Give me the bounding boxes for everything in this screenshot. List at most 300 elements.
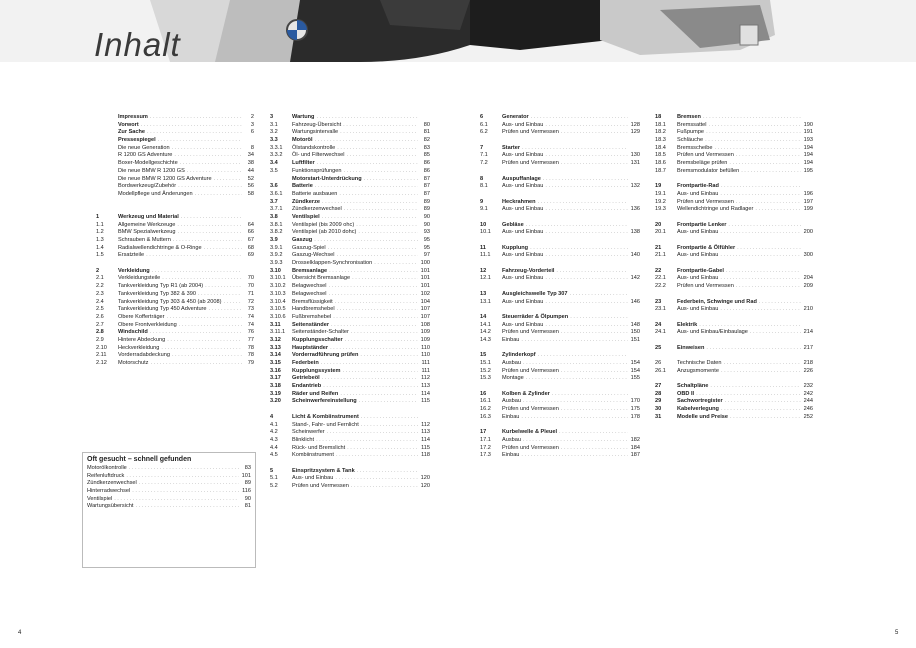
toc-entry[interactable] bbox=[480, 437, 640, 445]
toc-entry[interactable] bbox=[96, 191, 254, 199]
toc-dot-leader bbox=[323, 383, 418, 391]
toc-dot-leader bbox=[570, 314, 628, 322]
toc-entry[interactable] bbox=[270, 160, 430, 168]
toc-entry[interactable] bbox=[655, 306, 813, 314]
toc-entry-page: 89 bbox=[423, 198, 430, 205]
toc-entry[interactable] bbox=[480, 445, 640, 453]
toc-entry-title: Hintere Abdeckung bbox=[118, 336, 166, 343]
toc-entry[interactable] bbox=[270, 183, 430, 191]
toc-dot-leader bbox=[364, 176, 418, 184]
toc-entry[interactable] bbox=[655, 191, 813, 199]
toc-dot-leader bbox=[340, 391, 418, 399]
toc-entry[interactable] bbox=[480, 337, 640, 345]
toc-entry-title: Licht & Kombiinstrument bbox=[292, 413, 359, 420]
toc-entry-title: Ausbau bbox=[502, 398, 521, 405]
toc-entry-number: 2.5 bbox=[96, 306, 104, 313]
toc-entry[interactable] bbox=[96, 168, 254, 176]
toc-entry[interactable] bbox=[655, 152, 813, 160]
toc-entry-title: Belagwechsel bbox=[292, 283, 327, 290]
toc-entry-number bbox=[270, 176, 292, 184]
toc-entry[interactable] bbox=[480, 275, 640, 283]
toc-entry[interactable] bbox=[655, 345, 813, 353]
toc-dot-leader bbox=[725, 398, 801, 406]
toc-entry-title: Vorderradabdeckung bbox=[118, 352, 170, 359]
toc-entry[interactable] bbox=[480, 152, 640, 160]
toc-dot-leader bbox=[114, 496, 239, 504]
toc-entry[interactable] bbox=[655, 252, 813, 260]
toc-dot-leader bbox=[545, 252, 628, 260]
toc-entry[interactable] bbox=[480, 352, 640, 360]
toc-entry-page: 151 bbox=[630, 336, 640, 343]
toc-dot-leader bbox=[720, 275, 801, 283]
toc-entry[interactable] bbox=[96, 322, 254, 330]
toc-entry-page: 101 bbox=[420, 267, 430, 274]
toc-entry[interactable] bbox=[480, 391, 640, 399]
toc-entry[interactable] bbox=[480, 222, 640, 230]
toc-dot-leader bbox=[741, 168, 801, 176]
toc-entry-title: Batterie ausbauen bbox=[292, 190, 338, 197]
toc-entry-number: 3.10.4 bbox=[270, 298, 286, 305]
toc-entry-number: 14.2 bbox=[480, 329, 491, 336]
toc-entry-number bbox=[96, 122, 118, 130]
toc-entry-number: 3.13 bbox=[270, 344, 281, 351]
toc-entry[interactable] bbox=[480, 114, 640, 122]
toc-entry[interactable] bbox=[96, 352, 254, 360]
toc-entry[interactable] bbox=[96, 291, 254, 299]
toc-entry[interactable] bbox=[655, 360, 813, 368]
toc-entry[interactable] bbox=[655, 183, 813, 191]
toc-entry[interactable] bbox=[655, 168, 813, 176]
toc-entry[interactable] bbox=[87, 488, 251, 496]
toc-entry-number: 1.2 bbox=[96, 229, 104, 236]
toc-entry-page: 244 bbox=[803, 398, 813, 405]
toc-dot-leader bbox=[736, 152, 801, 160]
toc-entry[interactable] bbox=[655, 383, 813, 391]
toc-entry[interactable] bbox=[655, 137, 813, 145]
toc-dot-leader bbox=[205, 283, 242, 291]
toc-entry-number: 18.1 bbox=[655, 121, 666, 128]
toc-entry[interactable] bbox=[655, 275, 813, 283]
toc-entry[interactable] bbox=[480, 122, 640, 130]
toc-entry[interactable] bbox=[96, 183, 254, 191]
toc-entry[interactable] bbox=[480, 322, 640, 330]
toc-entry[interactable] bbox=[270, 360, 430, 368]
toc-dot-leader bbox=[351, 483, 418, 491]
toc-dot-leader bbox=[314, 237, 418, 245]
toc-entry[interactable] bbox=[655, 206, 813, 214]
toc-entry[interactable] bbox=[270, 206, 430, 214]
toc-entry[interactable] bbox=[96, 222, 254, 230]
toc-entry[interactable] bbox=[270, 475, 430, 483]
toc-entry[interactable] bbox=[480, 176, 640, 184]
toc-dot-leader bbox=[337, 145, 418, 153]
toc-entry-number: 24 bbox=[655, 321, 662, 328]
toc-dot-leader bbox=[705, 137, 801, 145]
toc-entry-title: Fahrzeug-Übersicht bbox=[292, 121, 342, 128]
toc-dot-leader bbox=[167, 337, 242, 345]
toc-dot-leader bbox=[750, 329, 801, 337]
toc-entry-page: 214 bbox=[803, 329, 813, 336]
toc-entry[interactable] bbox=[270, 229, 430, 237]
toc-entry-title: Prüfen und Vermessen bbox=[677, 198, 734, 205]
toc-entry[interactable] bbox=[655, 222, 813, 230]
toc-entry-title: Seitenständer bbox=[292, 321, 329, 328]
toc-entry[interactable] bbox=[96, 114, 254, 122]
toc-entry-page: 67 bbox=[247, 237, 254, 243]
toc-entry[interactable] bbox=[655, 283, 813, 291]
toc-entry-page: 109 bbox=[420, 329, 430, 336]
toc-entry[interactable] bbox=[480, 206, 640, 214]
toc-entry[interactable] bbox=[270, 176, 430, 184]
toc-entry[interactable] bbox=[480, 314, 640, 322]
toc-entry-number: 1.4 bbox=[96, 244, 104, 251]
toc-entry[interactable] bbox=[480, 429, 640, 437]
toc-entry[interactable] bbox=[480, 145, 640, 153]
toc-entry-number: 21.1 bbox=[655, 252, 666, 259]
toc-entry-page: 210 bbox=[803, 306, 813, 313]
toc-entry[interactable] bbox=[270, 322, 430, 330]
toc-entry-title: Einspritzsystem & Tank bbox=[292, 467, 355, 474]
toc-entry[interactable] bbox=[270, 329, 430, 337]
toc-entry[interactable] bbox=[96, 329, 254, 337]
toc-entry-title: Fußbremshebel bbox=[292, 313, 332, 320]
page-title: Inhalt bbox=[94, 26, 181, 62]
toc-dot-leader bbox=[161, 345, 242, 353]
toc-entry-number: 5 bbox=[270, 467, 274, 474]
toc-entry[interactable] bbox=[655, 368, 813, 376]
toc-entry[interactable] bbox=[96, 360, 254, 368]
toc-entry-number: 1.1 bbox=[96, 221, 104, 228]
toc-dot-leader bbox=[556, 268, 628, 276]
toc-entry[interactable] bbox=[270, 214, 430, 222]
toc-entry[interactable] bbox=[270, 314, 430, 322]
toc-entry-title: Einbau bbox=[502, 452, 520, 459]
toc-entry[interactable] bbox=[480, 375, 640, 383]
toc-entry-title: Ersatzteile bbox=[118, 252, 145, 259]
toc-entry-page: 178 bbox=[630, 413, 640, 420]
toc-entry[interactable] bbox=[96, 237, 254, 245]
toc-entry[interactable] bbox=[270, 252, 430, 260]
toc-entry[interactable] bbox=[96, 160, 254, 168]
toc-dot-leader bbox=[223, 299, 242, 307]
toc-entry[interactable] bbox=[655, 122, 813, 130]
toc-entry[interactable] bbox=[480, 299, 640, 307]
toc-entry-title: Gaszug-Wechsel bbox=[292, 252, 335, 259]
toc-entry[interactable] bbox=[270, 345, 430, 353]
toc-entry[interactable] bbox=[655, 145, 813, 153]
toc-gap bbox=[480, 260, 640, 268]
toc-dot-leader bbox=[322, 375, 418, 383]
toc-entry[interactable] bbox=[270, 122, 430, 130]
toc-dot-leader bbox=[178, 183, 242, 191]
toc-entry[interactable] bbox=[96, 129, 254, 137]
toc-entry-page bbox=[630, 114, 640, 122]
toc-entry[interactable] bbox=[270, 391, 430, 399]
toc-entry-page: 52 bbox=[247, 175, 254, 182]
toc-gap bbox=[480, 191, 640, 199]
toc-entry-title: Die neue Generation bbox=[118, 144, 170, 151]
toc-entry[interactable] bbox=[96, 152, 254, 160]
toc-entry-number: 18.4 bbox=[655, 144, 666, 151]
toc-entry[interactable] bbox=[96, 345, 254, 353]
toc-entry[interactable] bbox=[480, 414, 640, 422]
toc-entry[interactable] bbox=[96, 314, 254, 322]
toc-entry[interactable] bbox=[270, 168, 430, 176]
toc-entry-title: Kombiinstrument bbox=[292, 452, 334, 459]
toc-entry-number bbox=[96, 137, 118, 145]
toc-gap bbox=[655, 237, 813, 245]
toc-entry[interactable] bbox=[655, 299, 813, 307]
toc-entry[interactable] bbox=[270, 337, 430, 345]
toc-entry[interactable] bbox=[270, 260, 430, 268]
toc-dot-leader bbox=[720, 252, 801, 260]
toc-entry-number: 17.2 bbox=[480, 444, 491, 451]
toc-entry-title: Die neue BMW R 1200 GS Adventure bbox=[118, 175, 212, 182]
toc-dot-leader bbox=[345, 337, 418, 345]
toc-entry-number: 3.10.3 bbox=[270, 290, 286, 297]
toc-entry[interactable] bbox=[655, 406, 813, 414]
toc-entry-title: Rück- und Bremslicht bbox=[292, 444, 346, 451]
toc-entry[interactable] bbox=[270, 429, 430, 437]
toc-entry-page bbox=[630, 314, 640, 322]
toc-entry-page: 64 bbox=[247, 221, 254, 228]
toc-entry-page bbox=[803, 222, 813, 230]
toc-entry[interactable] bbox=[480, 291, 640, 299]
toc-entry[interactable] bbox=[270, 368, 430, 376]
toc-dot-leader bbox=[187, 168, 242, 176]
toc-entry-page: 90 bbox=[423, 221, 430, 228]
toc-dot-leader bbox=[177, 222, 242, 230]
toc-entry-page: 87 bbox=[423, 183, 430, 190]
toc-entry[interactable] bbox=[480, 199, 640, 207]
toc-entry[interactable] bbox=[270, 452, 430, 460]
toc-column-3 bbox=[480, 114, 640, 460]
toc-entry-page bbox=[803, 245, 813, 253]
toc-entry-number bbox=[96, 191, 118, 199]
toc-entry-page bbox=[803, 299, 813, 307]
toc-entry-number: 9.1 bbox=[480, 206, 488, 213]
toc-entry[interactable] bbox=[270, 137, 430, 145]
toc-entry[interactable] bbox=[480, 245, 640, 253]
toc-entry[interactable] bbox=[480, 129, 640, 137]
toc-entry[interactable] bbox=[270, 283, 430, 291]
toc-entry[interactable] bbox=[270, 483, 430, 491]
toc-entry[interactable] bbox=[270, 437, 430, 445]
toc-entry-title: Tankverkleidung Typ 382 & 390 bbox=[118, 290, 196, 297]
toc-entry[interactable] bbox=[655, 160, 813, 168]
toc-entry[interactable] bbox=[96, 275, 254, 283]
toc-entry-number: 1.3 bbox=[96, 237, 104, 243]
toc-entry[interactable] bbox=[96, 122, 254, 130]
toc-entry[interactable] bbox=[480, 452, 640, 460]
toc-dot-leader bbox=[710, 383, 801, 391]
toc-entry-number: 3.7 bbox=[270, 198, 278, 205]
toc-entry-page: 3 bbox=[250, 121, 254, 128]
toc-entry-number: 17.1 bbox=[480, 436, 491, 443]
toc-entry-title: Ausgleichswelle Typ 307 bbox=[502, 290, 568, 297]
toc-gap bbox=[270, 406, 430, 414]
toc-entry-title: OBD II bbox=[677, 390, 695, 397]
toc-entry[interactable] bbox=[270, 191, 430, 199]
toc-entry[interactable] bbox=[655, 229, 813, 237]
toc-entry-title: Bremsen bbox=[677, 114, 701, 120]
toc-entry[interactable] bbox=[655, 245, 813, 253]
toc-entry[interactable] bbox=[655, 114, 813, 122]
toc-entry[interactable] bbox=[655, 129, 813, 137]
toc-entry-page: 80 bbox=[423, 121, 430, 128]
toc-entry[interactable] bbox=[96, 176, 254, 184]
toc-entry-title: Gaszug bbox=[292, 237, 313, 243]
toc-entry-title: Getriebeöl bbox=[292, 375, 320, 382]
toc-entry[interactable] bbox=[270, 199, 430, 207]
toc-entry-number: 4.4 bbox=[270, 444, 278, 451]
toc-entry-title: Luftfilter bbox=[292, 160, 315, 167]
toc-entry-number: 2.10 bbox=[96, 344, 107, 351]
toc-dot-leader bbox=[552, 391, 628, 399]
toc-entry[interactable] bbox=[270, 245, 430, 253]
toc-entry-number: 5.1 bbox=[270, 475, 278, 482]
toc-entry[interactable] bbox=[270, 352, 430, 360]
toc-entry[interactable] bbox=[655, 268, 813, 276]
toc-entry[interactable] bbox=[480, 268, 640, 276]
toc-entry[interactable] bbox=[270, 299, 430, 307]
toc-dot-leader bbox=[129, 465, 239, 473]
toc-entry-number: 3.3 bbox=[270, 137, 278, 144]
toc-entry[interactable] bbox=[270, 291, 430, 299]
toc-entry-title: Reifenluftdruck bbox=[87, 472, 125, 479]
toc-entry[interactable] bbox=[480, 368, 640, 376]
toc-entry-number: 3.20 bbox=[270, 398, 281, 405]
toc-entry[interactable] bbox=[270, 306, 430, 314]
toc-entry-title: Zündkerze bbox=[292, 198, 320, 205]
toc-entry-title: Boxer-Modellgeschichte bbox=[118, 160, 178, 167]
toc-entry-page: 90 bbox=[423, 213, 430, 220]
toc-entry[interactable] bbox=[96, 145, 254, 153]
toc-entry[interactable] bbox=[655, 414, 813, 422]
toc-dot-leader bbox=[523, 437, 628, 445]
toc-dot-leader bbox=[126, 473, 239, 481]
toc-entry-page bbox=[630, 176, 640, 184]
toc-entry-page bbox=[803, 322, 813, 330]
toc-entry[interactable] bbox=[270, 383, 430, 391]
toc-dot-leader bbox=[135, 503, 239, 511]
toc-entry[interactable] bbox=[270, 237, 430, 245]
toc-entry-title: Verkleidung bbox=[118, 267, 150, 274]
toc-entry-page bbox=[630, 145, 640, 153]
toc-entry-title: Pressespiegel bbox=[118, 137, 156, 144]
toc-entry-title: Funktionsprüfungen bbox=[292, 167, 342, 174]
toc-entry-title: Aus- und Einbau bbox=[502, 252, 544, 259]
toc-entry[interactable] bbox=[480, 160, 640, 168]
toc-entry[interactable] bbox=[655, 398, 813, 406]
toc-entry[interactable] bbox=[655, 391, 813, 399]
toc-entry-page: 78 bbox=[247, 352, 254, 359]
toc-entry[interactable] bbox=[96, 245, 254, 253]
toc-entry[interactable] bbox=[87, 473, 251, 481]
toc-entry-page: 44 bbox=[247, 167, 254, 174]
toc-entry[interactable] bbox=[270, 398, 430, 406]
toc-entry[interactable] bbox=[270, 422, 430, 430]
toc-entry[interactable] bbox=[270, 114, 430, 122]
toc-entry[interactable] bbox=[87, 496, 251, 504]
toc-gap bbox=[655, 314, 813, 322]
toc-dot-leader bbox=[335, 475, 418, 483]
toc-entry[interactable] bbox=[270, 445, 430, 453]
toc-entry[interactable] bbox=[480, 406, 640, 414]
toc-entry[interactable] bbox=[655, 322, 813, 330]
toc-entry[interactable] bbox=[270, 414, 430, 422]
toc-entry[interactable] bbox=[87, 480, 251, 488]
toc-entry[interactable] bbox=[655, 329, 813, 337]
toc-entry-number: 3.18 bbox=[270, 383, 281, 390]
toc-entry-title: Modellpflege und Änderungen bbox=[118, 190, 193, 197]
toc-entry[interactable] bbox=[96, 229, 254, 237]
toc-entry[interactable] bbox=[655, 199, 813, 207]
toc-entry[interactable] bbox=[270, 129, 430, 137]
toc-entry[interactable] bbox=[96, 214, 254, 222]
toc-dot-leader bbox=[360, 352, 418, 360]
toc-entry[interactable] bbox=[96, 299, 254, 307]
toc-entry-number: 18.3 bbox=[655, 137, 666, 144]
toc-entry-number: 19.1 bbox=[655, 190, 666, 197]
toc-entry[interactable] bbox=[96, 283, 254, 291]
toc-entry-page: 136 bbox=[630, 206, 640, 213]
toc-entry[interactable] bbox=[87, 503, 251, 511]
toc-entry[interactable] bbox=[270, 468, 430, 476]
toc-entry-number: 3.19 bbox=[270, 390, 281, 397]
toc-entry-number bbox=[96, 183, 118, 191]
toc-entry[interactable] bbox=[96, 252, 254, 260]
toc-entry-number: 3.11.1 bbox=[270, 329, 286, 336]
toc-entry[interactable] bbox=[96, 306, 254, 314]
toc-entry-number: 4.1 bbox=[270, 421, 278, 428]
toc-entry[interactable] bbox=[270, 275, 430, 283]
toc-entry-title: Heckrahmen bbox=[502, 198, 536, 205]
toc-entry[interactable] bbox=[480, 252, 640, 260]
toc-entry-page: 131 bbox=[630, 160, 640, 167]
toc-entry-number: 21 bbox=[655, 244, 662, 251]
toc-entry-number: 3.10.5 bbox=[270, 306, 286, 313]
toc-entry[interactable] bbox=[480, 183, 640, 191]
toc-entry[interactable] bbox=[96, 137, 254, 145]
toc-entry[interactable] bbox=[270, 222, 430, 230]
toc-entry[interactable] bbox=[96, 268, 254, 276]
toc-entry-number: 30 bbox=[655, 406, 662, 413]
toc-entry-page: 300 bbox=[803, 252, 813, 259]
toc-entry[interactable] bbox=[96, 337, 254, 345]
toc-entry[interactable] bbox=[480, 329, 640, 337]
toc-entry-title: Aus- und Einbau bbox=[502, 183, 544, 190]
toc-entry-title: Bordwerkzeug/Zubehör bbox=[118, 183, 177, 190]
toc-entry-page: 79 bbox=[247, 360, 254, 366]
toc-entry[interactable] bbox=[480, 398, 640, 406]
toc-entry[interactable] bbox=[87, 465, 251, 473]
toc-dot-leader bbox=[328, 245, 418, 253]
toc-entry-page: 232 bbox=[803, 383, 813, 390]
toc-dot-leader bbox=[198, 291, 242, 299]
toc-entry[interactable] bbox=[270, 375, 430, 383]
toc-dot-leader bbox=[347, 152, 418, 160]
toc-entry[interactable] bbox=[270, 152, 430, 160]
toc-entry-page: 140 bbox=[630, 252, 640, 259]
toc-entry[interactable] bbox=[480, 229, 640, 237]
toc-dot-leader bbox=[755, 206, 801, 214]
toc-dot-leader bbox=[343, 168, 418, 176]
toc-entry-number: 17.3 bbox=[480, 452, 491, 459]
toc-dot-leader bbox=[521, 414, 628, 422]
toc-entry[interactable] bbox=[480, 360, 640, 368]
toc-entry-number: 3.11 bbox=[270, 321, 281, 328]
